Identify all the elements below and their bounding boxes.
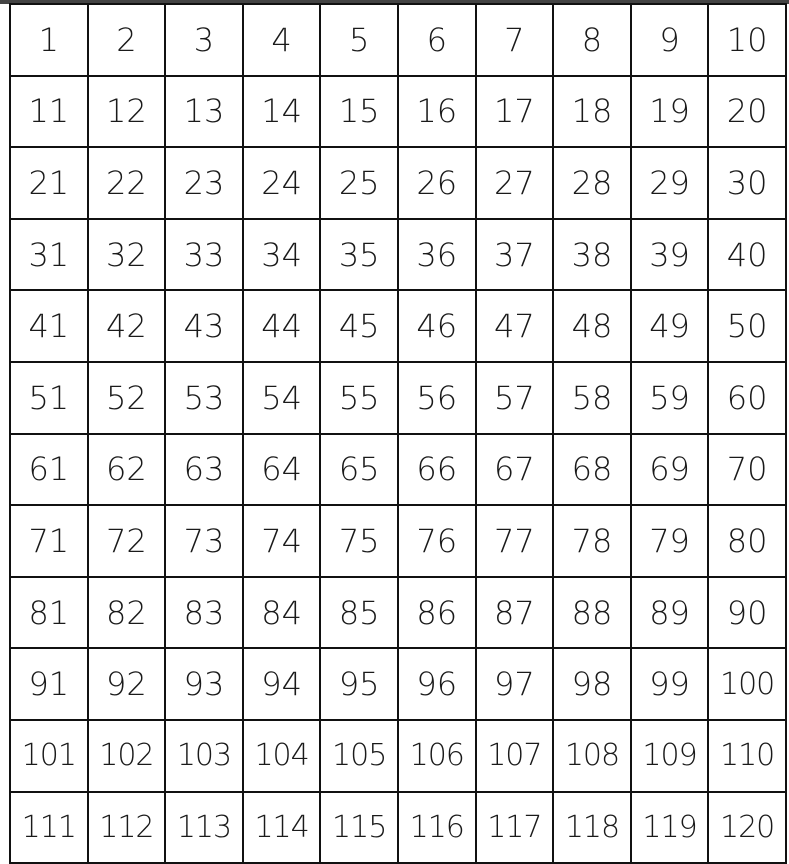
number-cell: 43 (165, 290, 243, 362)
number-cell: 102 (88, 720, 166, 792)
number-cell: 54 (243, 362, 321, 434)
number-cell: 25 (320, 147, 398, 219)
chart-row (10, 720, 786, 792)
number-cell: 9 (631, 4, 709, 76)
number-cell: 82 (88, 577, 166, 649)
number-cell: 116 (398, 792, 476, 864)
number-cell: 3 (165, 4, 243, 76)
number-cell: 101 (10, 720, 88, 792)
number-cell: 39 (631, 219, 709, 291)
number-cell: 34 (243, 219, 321, 291)
number-cell: 91 (10, 648, 88, 720)
number-cell: 24 (243, 147, 321, 219)
number-cell: 112 (88, 792, 166, 864)
number-cell: 108 (553, 720, 631, 792)
chart-row (10, 290, 786, 362)
number-cell: 94 (243, 648, 321, 720)
number-cell: 5 (320, 4, 398, 76)
number-cell: 52 (88, 362, 166, 434)
number-cell: 96 (398, 648, 476, 720)
number-cell: 51 (10, 362, 88, 434)
number-cell: 103 (165, 720, 243, 792)
number-cell: 87 (476, 577, 554, 649)
number-cell: 53 (165, 362, 243, 434)
number-cell: 64 (243, 434, 321, 506)
number-cell: 104 (243, 720, 321, 792)
number-cell: 78 (553, 505, 631, 577)
chart-body (10, 4, 786, 863)
number-cell: 35 (320, 219, 398, 291)
number-cell: 27 (476, 147, 554, 219)
number-cell: 57 (476, 362, 554, 434)
number-cell: 17 (476, 76, 554, 148)
number-cell: 12 (88, 76, 166, 148)
number-cell: 60 (708, 362, 786, 434)
number-cell: 44 (243, 290, 321, 362)
number-cell: 26 (398, 147, 476, 219)
number-cell: 73 (165, 505, 243, 577)
number-cell: 40 (708, 219, 786, 291)
number-cell: 19 (631, 76, 709, 148)
number-cell: 114 (243, 792, 321, 864)
number-cell: 31 (10, 219, 88, 291)
number-cell: 109 (631, 720, 709, 792)
number-cell: 88 (553, 577, 631, 649)
number-cell: 20 (708, 76, 786, 148)
number-cell: 30 (708, 147, 786, 219)
number-cell: 99 (631, 648, 709, 720)
number-cell: 97 (476, 648, 554, 720)
chart-row (10, 4, 786, 76)
chart-row (10, 147, 786, 219)
number-cell: 16 (398, 76, 476, 148)
number-cell: 84 (243, 577, 321, 649)
number-cell: 13 (165, 76, 243, 148)
number-cell: 117 (476, 792, 554, 864)
number-cell: 90 (708, 577, 786, 649)
number-cell: 98 (553, 648, 631, 720)
number-cell: 38 (553, 219, 631, 291)
number-cell: 81 (10, 577, 88, 649)
number-cell: 105 (320, 720, 398, 792)
number-cell: 62 (88, 434, 166, 506)
number-cell: 6 (398, 4, 476, 76)
number-cell: 120 (708, 792, 786, 864)
number-cell: 36 (398, 219, 476, 291)
number-cell: 66 (398, 434, 476, 506)
number-cell: 21 (10, 147, 88, 219)
number-cell: 15 (320, 76, 398, 148)
number-cell: 42 (88, 290, 166, 362)
number-cell: 115 (320, 792, 398, 864)
number-cell: 93 (165, 648, 243, 720)
number-cell: 2 (88, 4, 166, 76)
number-cell: 74 (243, 505, 321, 577)
chart-row (10, 76, 786, 148)
number-cell: 100 (708, 648, 786, 720)
chart-row (10, 577, 786, 649)
number-cell: 70 (708, 434, 786, 506)
number-cell: 75 (320, 505, 398, 577)
number-cell: 118 (553, 792, 631, 864)
number-cell: 76 (398, 505, 476, 577)
number-cell: 47 (476, 290, 554, 362)
number-cell: 113 (165, 792, 243, 864)
number-cell: 46 (398, 290, 476, 362)
number-cell: 29 (631, 147, 709, 219)
number-cell: 55 (320, 362, 398, 434)
chart-row (10, 505, 786, 577)
chart-row (10, 792, 786, 864)
chart-row (10, 648, 786, 720)
number-cell: 45 (320, 290, 398, 362)
number-cell: 41 (10, 290, 88, 362)
number-cell: 106 (398, 720, 476, 792)
number-cell: 14 (243, 76, 321, 148)
number-cell: 48 (553, 290, 631, 362)
number-cell: 33 (165, 219, 243, 291)
number-cell: 7 (476, 4, 554, 76)
number-cell: 10 (708, 4, 786, 76)
number-cell: 65 (320, 434, 398, 506)
number-cell: 107 (476, 720, 554, 792)
number-cell: 92 (88, 648, 166, 720)
number-cell: 86 (398, 577, 476, 649)
number-cell: 37 (476, 219, 554, 291)
number-cell: 77 (476, 505, 554, 577)
number-cell: 80 (708, 505, 786, 577)
hundreds-chart-table (9, 3, 787, 864)
number-cell: 95 (320, 648, 398, 720)
number-cell: 28 (553, 147, 631, 219)
number-cell: 23 (165, 147, 243, 219)
number-cell: 72 (88, 505, 166, 577)
number-cell: 61 (10, 434, 88, 506)
chart-row (10, 219, 786, 291)
number-cell: 56 (398, 362, 476, 434)
number-cell: 22 (88, 147, 166, 219)
number-cell: 49 (631, 290, 709, 362)
number-cell: 79 (631, 505, 709, 577)
number-cell: 119 (631, 792, 709, 864)
chart-row (10, 362, 786, 434)
number-cell: 50 (708, 290, 786, 362)
number-cell: 8 (553, 4, 631, 76)
number-cell: 59 (631, 362, 709, 434)
number-cell: 67 (476, 434, 554, 506)
number-cell: 18 (553, 76, 631, 148)
number-cell: 89 (631, 577, 709, 649)
number-cell: 69 (631, 434, 709, 506)
number-cell: 11 (10, 76, 88, 148)
number-cell: 32 (88, 219, 166, 291)
number-cell: 63 (165, 434, 243, 506)
number-cell: 110 (708, 720, 786, 792)
number-cell: 68 (553, 434, 631, 506)
number-cell: 85 (320, 577, 398, 649)
number-cell: 111 (10, 792, 88, 864)
number-cell: 58 (553, 362, 631, 434)
chart-row (10, 434, 786, 506)
number-cell: 4 (243, 4, 321, 76)
number-cell: 83 (165, 577, 243, 649)
number-cell: 71 (10, 505, 88, 577)
number-chart-container (9, 3, 787, 864)
number-cell: 1 (10, 4, 88, 76)
